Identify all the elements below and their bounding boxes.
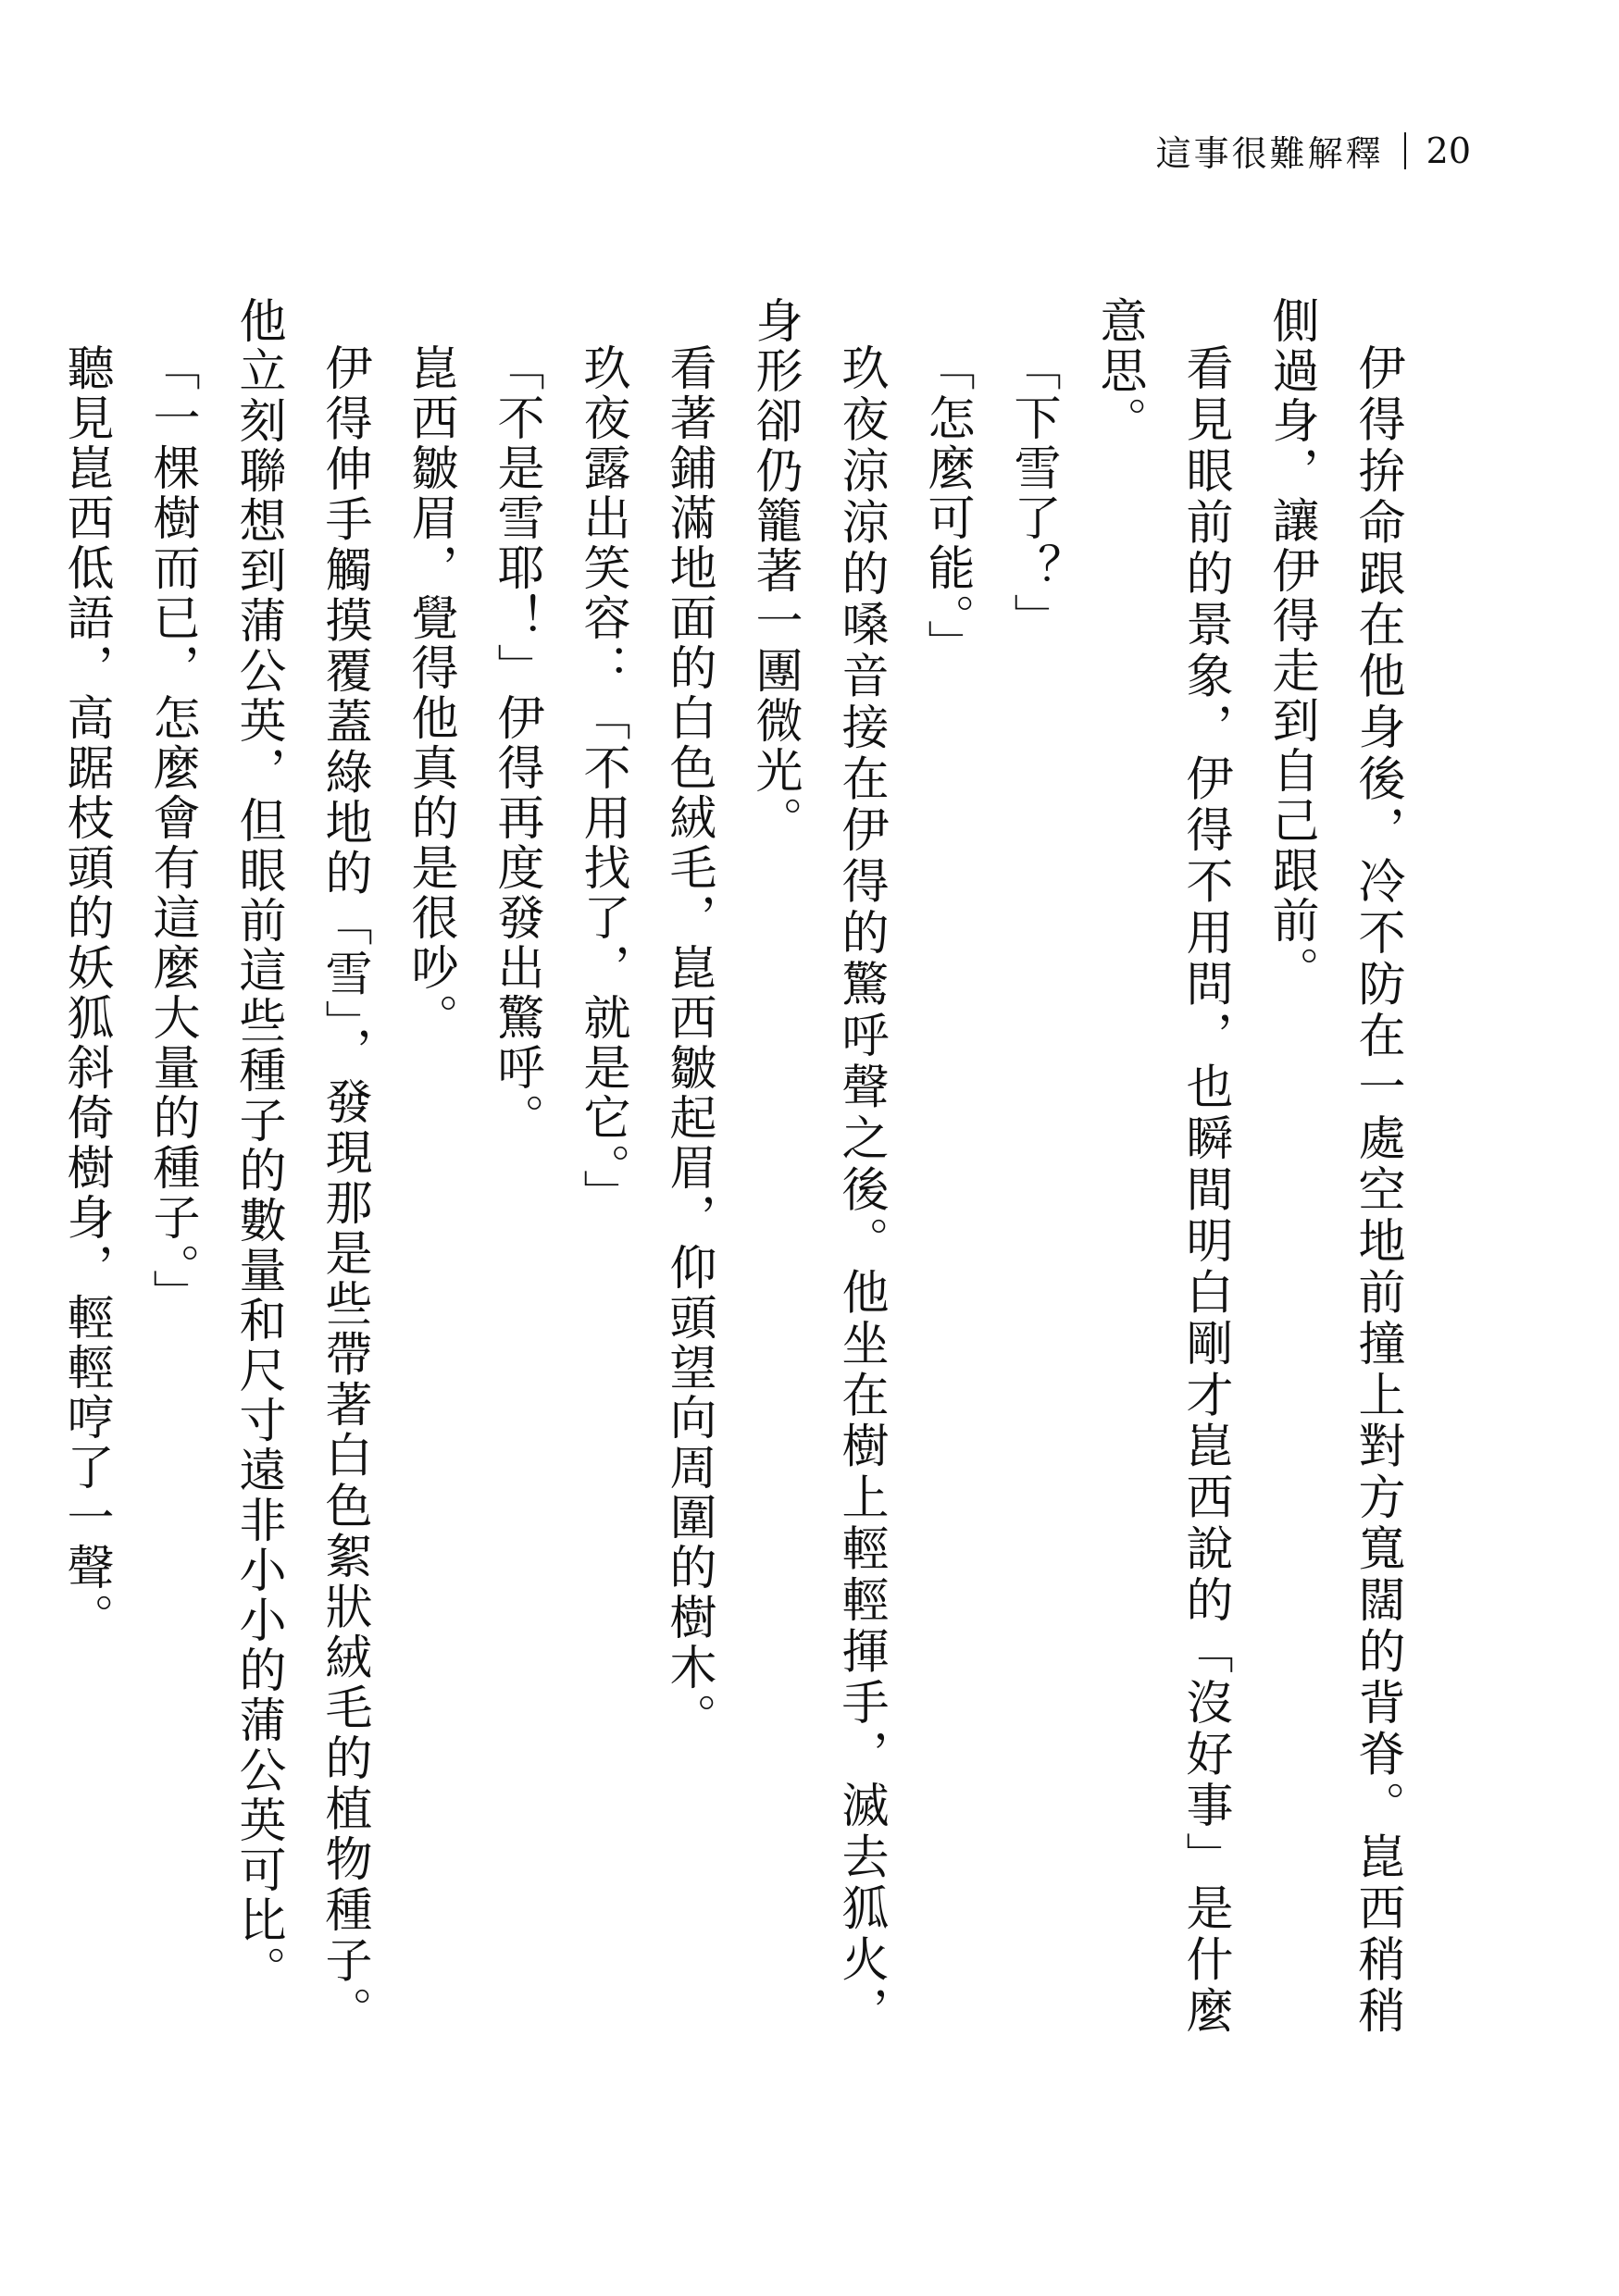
body-text (43, 296, 1420, 2036)
paragraph: 「一棵樹而已，怎麼會有這麼大量的種子。」 (144, 343, 199, 1320)
paragraph: 聽見崑西低語，高踞枝頭的妖狐斜倚樹身，輕輕哼了一聲。 (58, 343, 113, 1643)
page-number: 20 (1426, 130, 1471, 171)
chapter-title: 這事很難解釋 (1155, 133, 1384, 174)
paragraph: 崑西皺眉，覺得他真的是很吵。 (403, 343, 457, 1043)
paragraph: 伊得伸手觸摸覆蓋綠地的「雪」，發現那是些帶著白色絮狀絨毛的植物種子。他立刻聯想到蒲公英，但眼前這些種子的數量和尺寸遠非小小的蒲公英可比。 (230, 296, 371, 2036)
paragraph: 看見眼前的景象，伊得不用問，也瞬間明白剛才崑西說的「沒好事」是什麼意思。 (1091, 296, 1232, 2036)
paragraph: 「下雪了？」 (1005, 343, 1060, 643)
paragraph: 「不是雪耶！」伊得再度發出驚呼。 (489, 343, 543, 1143)
paragraph: 「怎麼可能。」 (919, 343, 974, 670)
paragraph: 看著鋪滿地面的白色絨毛，崑西皺起眉，仰頭望向周圍的樹木。 (661, 343, 716, 1743)
paragraph: 伊得拚命跟在他身後，冷不防在一處空地前撞上對方寬闊的背脊。崑西稍稍側過身，讓伊得走到自己跟前。 (1264, 296, 1404, 2036)
paragraph: 玖夜露出笑容：「不用找了，就是它。」 (575, 343, 629, 1220)
header-divider (1404, 132, 1406, 169)
running-header (1156, 125, 1471, 176)
paragraph: 玖夜涼涼的嗓音接在伊得的驚呼聲之後。他坐在樹上輕輕揮手，滅去狐火，身形卻仍籠著一團微光。 (747, 296, 888, 2036)
